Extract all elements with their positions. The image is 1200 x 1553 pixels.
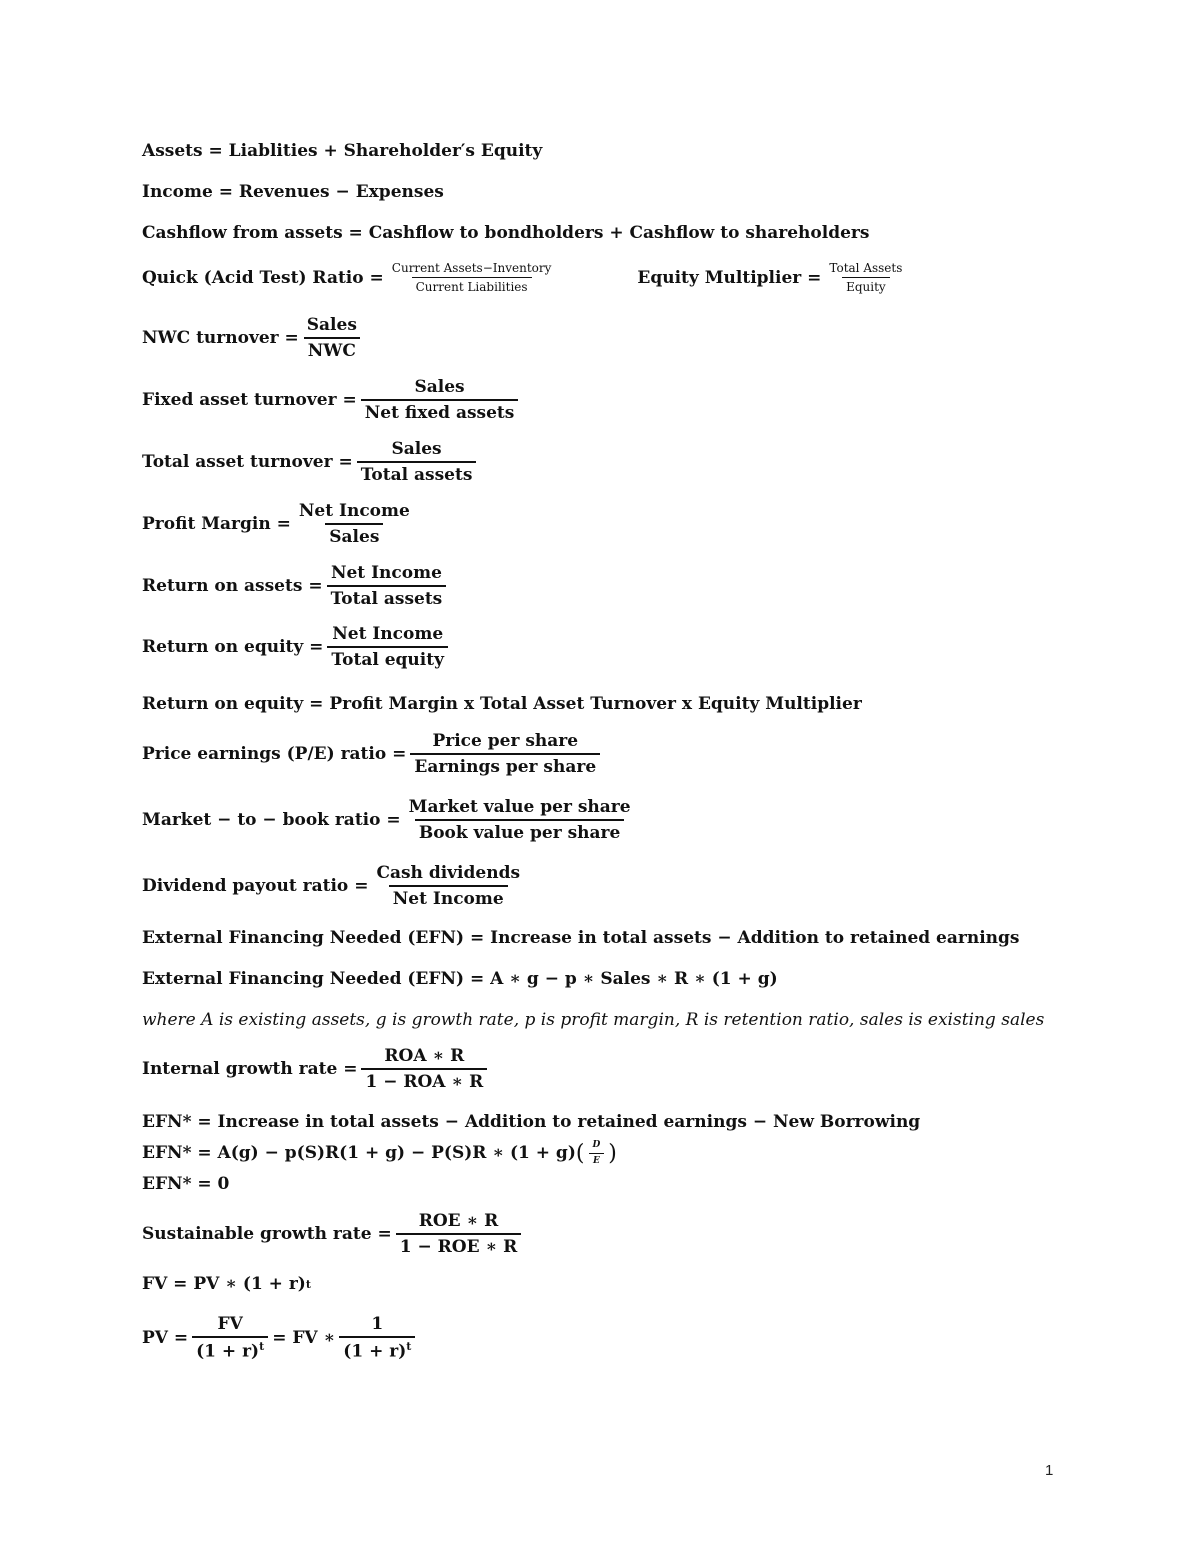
page-number: 1 (1045, 1462, 1054, 1479)
return-on-equity-denominator: Total equity (327, 646, 448, 670)
quick-ratio-label: Quick (Acid Test) Ratio = (142, 267, 384, 288)
total-asset-turnover-denominator: Total assets (357, 461, 477, 485)
total-asset-turnover-fraction (357, 439, 477, 486)
income-equation: Income = Revenues − Expenses (142, 182, 444, 202)
present-value-fraction-1 (192, 1314, 268, 1362)
present-value-denominator-2 (339, 1336, 415, 1362)
dividend-payout-fraction (372, 863, 524, 910)
pe-ratio-numerator: Price per share (432, 731, 579, 751)
efn-star-formula: EFN* = A(g) − p(S)R(1 + g) − P(S)R ∗ (1 + g) ( $\frac{D}{E}$ ) (142, 1140, 617, 1166)
efn-definition: External Financing Needed (EFN) = Increase in total assets − Addition to retained earnings (142, 928, 1020, 948)
efn-star-zero: EFN* = 0 (142, 1174, 230, 1194)
efn-star-definition: EFN* = Increase in total assets − Addition to retained earnings − New Borrowing (142, 1112, 921, 1132)
future-value-text: FV = PV ∗ (1 + r) (142, 1274, 306, 1294)
present-value-numerator-2: 1 (371, 1314, 384, 1334)
pe-ratio-fraction (410, 731, 600, 778)
efn-where-note: where A is existing assets, g is growth rate, p is profit margin, R is retention ratio, sales is existing sales (142, 1010, 1045, 1030)
debt-equity-denominator: E (589, 1153, 604, 1167)
dupont-identity: Return on equity = Profit Margin x Total Asset Turnover x Equity Multiplier (142, 694, 862, 714)
present-value (142, 1314, 419, 1362)
internal-growth-rate (142, 1046, 491, 1093)
profit-margin-numerator: Net Income (298, 501, 410, 521)
market-to-book-fraction (405, 797, 635, 844)
fixed-asset-turnover-label: Fixed asset turnover = (142, 390, 357, 411)
present-value-numerator-1: FV (217, 1314, 243, 1334)
nwc-turnover-label: NWC turnover = (142, 328, 299, 349)
profit-margin-label: Profit Margin = (142, 514, 291, 535)
profit-margin (142, 501, 418, 548)
nwc-turnover (142, 315, 365, 362)
internal-growth-rate-numerator: ROA ∗ R (384, 1046, 465, 1066)
internal-growth-rate-label: Internal growth rate = (142, 1059, 358, 1080)
efn-star-formula-text: EFN* = A(g) − p(S)R(1 + g) − P(S)R ∗ (1 + g) (142, 1143, 576, 1164)
present-value-denominator-1 (192, 1336, 268, 1362)
sustainable-growth-rate (142, 1211, 525, 1258)
future-value-exponent: t (305, 1277, 311, 1291)
dividend-payout-label: Dividend payout ratio = (142, 876, 369, 897)
accounting-equation: Assets = Liablities + Shareholder′s Equity (142, 141, 543, 161)
profit-margin-denominator: Sales (325, 523, 383, 547)
equity-multiplier-fraction (825, 261, 906, 295)
future-value (142, 1274, 311, 1294)
quick-ratio-numerator: Current Assets−Inventory (391, 261, 552, 275)
dividend-payout-numerator: Cash dividends (376, 863, 521, 883)
market-to-book-numerator: Market value per share (408, 797, 631, 817)
efn-formula: External Financing Needed (EFN) = A ∗ g − p ∗ Sales ∗ R ∗ (1 + g) (142, 969, 778, 989)
dividend-payout-denominator: Net Income (389, 885, 508, 909)
return-on-equity-fraction (327, 624, 448, 671)
present-value-exponent-2: t (406, 1340, 412, 1354)
cashflow-identity: Cashflow from assets = Cashflow to bondholders + Cashflow to shareholders (142, 223, 870, 243)
fixed-asset-turnover-numerator: Sales (414, 377, 465, 397)
pe-ratio (142, 731, 604, 778)
return-on-equity-numerator: Net Income (332, 624, 444, 644)
debt-equity-numerator: D (592, 1140, 601, 1150)
return-on-equity-label: Return on equity = (142, 637, 324, 658)
return-on-assets (142, 563, 450, 610)
present-value-exponent-1: t (259, 1340, 265, 1354)
present-value-denominator-1-text: (1 + r) (196, 1342, 260, 1363)
pe-ratio-denominator: Earnings per share (410, 753, 600, 777)
return-on-assets-numerator: Net Income (330, 563, 442, 583)
sustainable-growth-rate-label: Sustainable growth rate = (142, 1224, 392, 1245)
nwc-turnover-fraction (303, 315, 361, 362)
profit-margin-fraction (295, 501, 414, 548)
equity-multiplier-label: Equity Multiplier = (637, 267, 822, 288)
pe-ratio-label: Price earnings (P/E) ratio = (142, 744, 407, 765)
return-on-assets-fraction (327, 563, 447, 610)
fixed-asset-turnover-denominator: Net fixed assets (361, 399, 519, 423)
fixed-asset-turnover (142, 377, 522, 424)
total-asset-turnover (142, 439, 480, 486)
return-on-assets-denominator: Total assets (327, 585, 447, 609)
quick-ratio-denominator: Current Liabilities (412, 277, 532, 294)
present-value-denominator-2-text: (1 + r) (343, 1342, 407, 1363)
equity-multiplier-numerator: Total Assets (829, 261, 903, 275)
sustainable-growth-rate-numerator: ROE ∗ R (418, 1211, 499, 1231)
market-to-book (142, 797, 639, 844)
debt-equity-fraction (588, 1140, 604, 1167)
total-asset-turnover-numerator: Sales (391, 439, 442, 459)
nwc-turnover-denominator: NWC (304, 337, 360, 361)
present-value-middle: = FV ∗ (272, 1328, 336, 1349)
internal-growth-rate-fraction (361, 1046, 487, 1093)
fixed-asset-turnover-fraction (361, 377, 519, 424)
equity-multiplier-denominator: Equity (842, 277, 890, 294)
dividend-payout (142, 863, 528, 910)
quick-ratio-fraction (388, 261, 556, 295)
internal-growth-rate-denominator: 1 − ROA ∗ R (361, 1068, 487, 1092)
nwc-turnover-numerator: Sales (306, 315, 357, 335)
return-on-assets-label: Return on assets = (142, 576, 323, 597)
return-on-equity (142, 624, 452, 671)
quick-ratio-row (142, 261, 910, 295)
present-value-fraction-2 (339, 1314, 415, 1362)
market-to-book-label: Market − to − book ratio = (142, 810, 401, 831)
sustainable-growth-rate-denominator: 1 − ROE ∗ R (396, 1233, 522, 1257)
sustainable-growth-rate-fraction (396, 1211, 522, 1258)
present-value-label: PV = (142, 1328, 189, 1349)
total-asset-turnover-label: Total asset turnover = (142, 452, 353, 473)
market-to-book-denominator: Book value per share (415, 819, 625, 843)
